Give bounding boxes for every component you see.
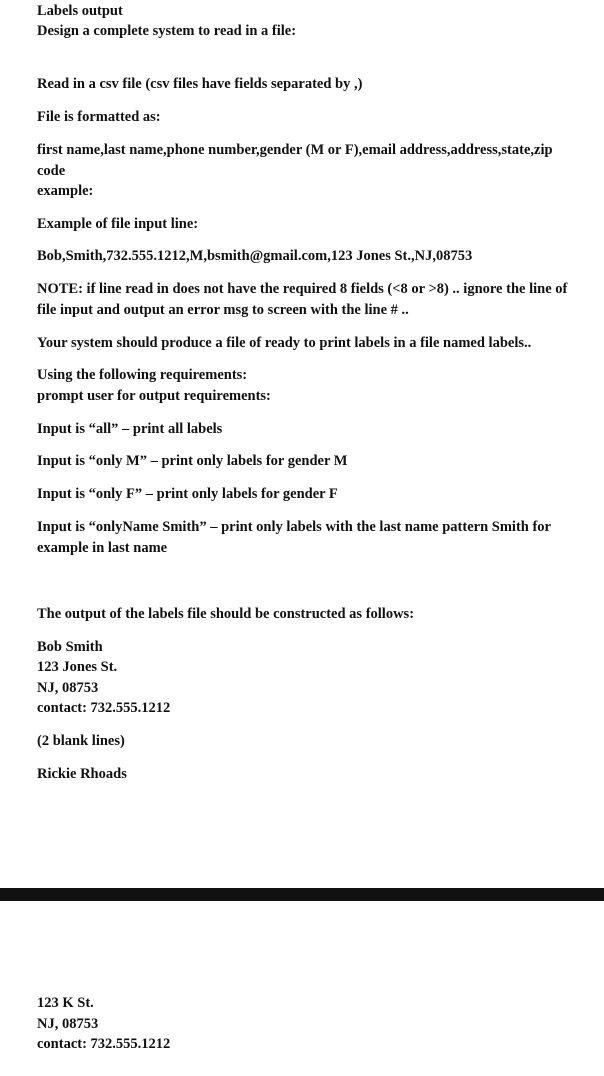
intro-text: Design a complete system to read in a file: [37, 23, 297, 39]
label1-state-zip: NJ, 08753 [37, 680, 99, 696]
prompt-user-text: prompt user for output requirements: [37, 388, 271, 404]
input-only-f-text: Input is “only F” – print only labels for gender F [37, 486, 338, 502]
example-line: Bob,Smith,732.555.1212,M,bsmith@gmail.com,123 Jones St.,NJ,08753 [37, 248, 473, 264]
label2-name: Rickie Rhoads [37, 766, 127, 782]
blank-lines-note: (2 blank lines) [37, 733, 125, 749]
input-only-name-text: Input is “onlyName Smith” – print only labels with the last name pattern Smith for example in last name [37, 519, 551, 556]
label2-contact: contact: 732.555.1212 [37, 1036, 171, 1052]
label2-state-zip: NJ, 08753 [37, 1016, 99, 1032]
note-text: NOTE: if line read in does not have the required 8 fields (<8 or >8) .. ignore the line of file input and output an error msg to screen with the line # .. [37, 281, 568, 318]
page-break-divider [0, 888, 604, 901]
label2-address: 123 K St. [37, 995, 94, 1011]
input-all-text: Input is “all” – print all labels [37, 421, 223, 437]
output-heading: The output of the labels file should be constructed as follows: [37, 606, 415, 622]
using-requirements-text: Using the following requirements: [37, 367, 248, 383]
formatted-as-text: File is formatted as: [37, 109, 161, 125]
produce-text: Your system should produce a file of ready to print labels in a file named labels.. [37, 335, 532, 351]
example-label: example: [37, 183, 94, 199]
format-spec-text: first name,last name,phone number,gender (M or F),email address,address,state,zip code [37, 142, 553, 179]
example-input-label: Example of file input line: [37, 216, 199, 232]
doc-title: Labels output [37, 3, 123, 19]
label1-contact: contact: 732.555.1212 [37, 700, 171, 716]
label1-name: Bob Smith [37, 639, 103, 655]
input-only-m-text: Input is “only M” – print only labels for gender M [37, 453, 348, 469]
label1-address: 123 Jones St. [37, 659, 118, 675]
read-csv-text: Read in a csv file (csv files have fields separated by ,) [37, 76, 363, 92]
